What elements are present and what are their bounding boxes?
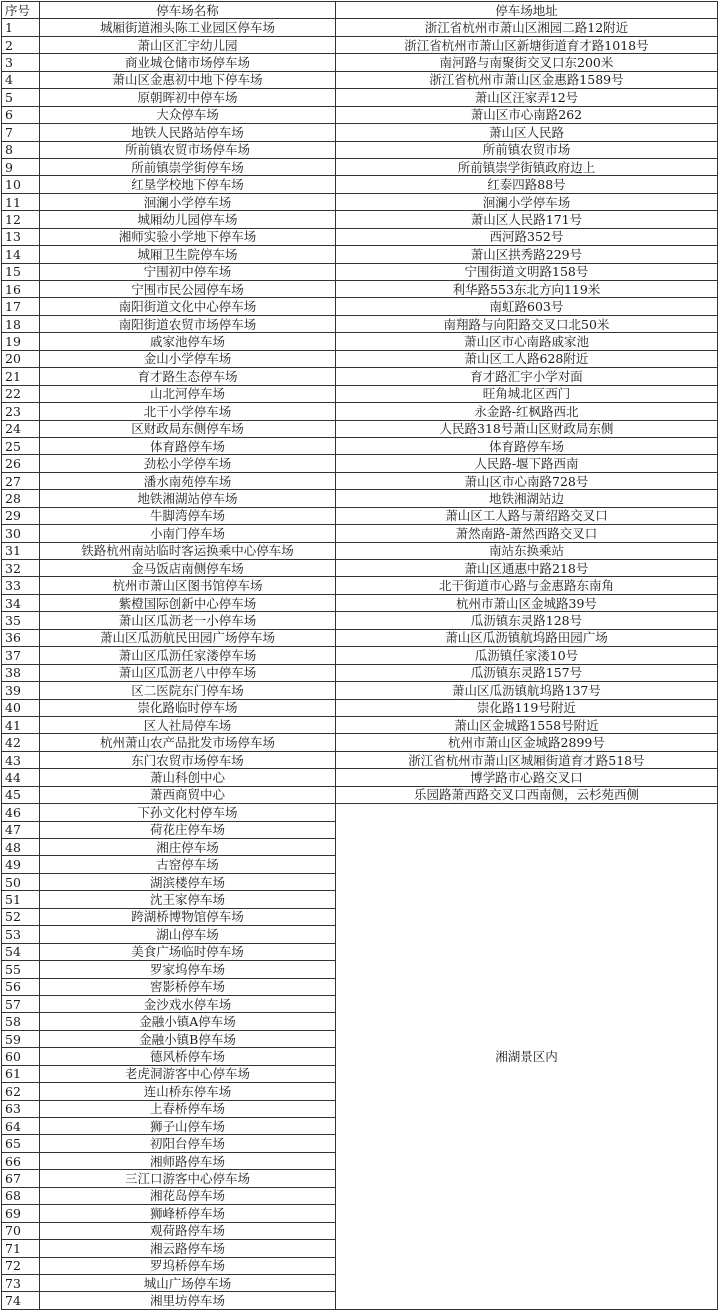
row-number: 66 <box>2 1152 40 1169</box>
parking-name: 窖影桥停车场 <box>40 978 336 995</box>
parking-name: 金山小学停车场 <box>40 350 336 367</box>
table-row <box>2 437 718 454</box>
parking-name: 湘师实验小学地下停车场 <box>40 228 336 245</box>
table-row <box>2 228 718 245</box>
row-number: 22 <box>2 385 40 402</box>
parking-name: 杭州市萧山区图书馆停车场 <box>40 577 336 594</box>
row-number: 8 <box>2 141 40 158</box>
parking-name: 宁围市民公园停车场 <box>40 281 336 298</box>
table-row <box>2 769 718 786</box>
parking-name: 罗坞桥停车场 <box>40 1257 336 1274</box>
parking-name: 城厢幼儿园停车场 <box>40 211 336 228</box>
table-row <box>2 211 718 228</box>
table-row <box>2 472 718 489</box>
table-row <box>2 664 718 681</box>
table-row <box>2 420 718 437</box>
parking-address: 博学路市心路交叉口 <box>335 769 717 786</box>
row-number: 27 <box>2 472 40 489</box>
parking-address: 萧山区拱秀路229号 <box>335 246 717 263</box>
parking-name: 金融小镇A停车场 <box>40 1013 336 1030</box>
row-number: 41 <box>2 716 40 733</box>
row-number: 55 <box>2 961 40 978</box>
parking-name: 狮峰桥停车场 <box>40 1205 336 1222</box>
parking-address: 南虹路603号 <box>335 298 717 315</box>
row-number: 48 <box>2 839 40 856</box>
row-number: 1 <box>2 19 40 36</box>
table-row <box>2 176 718 193</box>
parking-name: 育才路生态停车场 <box>40 368 336 385</box>
parking-address: 萧山区瓜沥镇航坞路田园广场 <box>335 629 717 646</box>
parking-address: 萧山区工人路与萧绍路交叉口 <box>335 507 717 524</box>
table-row <box>2 403 718 420</box>
parking-address: 瓜沥镇东灵路157号 <box>335 664 717 681</box>
row-number: 2 <box>2 36 40 53</box>
parking-name: 萧山区瓜沥任家溇停车场 <box>40 647 336 664</box>
row-number: 58 <box>2 1013 40 1030</box>
parking-name: 金融小镇B停车场 <box>40 1030 336 1047</box>
parking-address: 萧山区金城路1558号附近 <box>335 716 717 733</box>
row-number: 15 <box>2 263 40 280</box>
row-number: 39 <box>2 682 40 699</box>
parking-address: 崇化路119号附近 <box>335 699 717 716</box>
table-row <box>2 507 718 524</box>
parking-address: 人民路318号萧山区财政局东侧 <box>335 420 717 437</box>
row-number: 12 <box>2 211 40 228</box>
table-row <box>2 350 718 367</box>
parking-address: 南河路与南聚街交叉口东200米 <box>335 54 717 71</box>
parking-address: 萧山区市心南路728号 <box>335 472 717 489</box>
row-number: 54 <box>2 943 40 960</box>
row-number: 14 <box>2 246 40 263</box>
row-number: 46 <box>2 804 40 821</box>
parking-name: 三江口游客中心停车场 <box>40 1170 336 1187</box>
parking-address: 萧山区工人路628附近 <box>335 350 717 367</box>
parking-name: 城山广场停车场 <box>40 1274 336 1291</box>
parking-name: 萧西商贸中心 <box>40 786 336 803</box>
parking-address: 浙江省杭州市萧山区湘园二路12附近 <box>335 19 717 36</box>
parking-name: 金沙戏水停车场 <box>40 995 336 1012</box>
row-number: 24 <box>2 420 40 437</box>
parking-name: 德风桥停车场 <box>40 1048 336 1065</box>
row-number: 36 <box>2 629 40 646</box>
parking-name: 崇化路临时停车场 <box>40 699 336 716</box>
parking-name: 湘云路停车场 <box>40 1240 336 1257</box>
parking-name: 所前镇农贸市场停车场 <box>40 141 336 158</box>
parking-name: 区财政局东侧停车场 <box>40 420 336 437</box>
row-number: 71 <box>2 1240 40 1257</box>
parking-name: 潘水南苑停车场 <box>40 472 336 489</box>
parking-name: 城厢街道湘头陈工业园区停车场 <box>40 19 336 36</box>
parking-name: 紫橙国际创新中心停车场 <box>40 594 336 611</box>
parking-name: 城厢卫生院停车场 <box>40 246 336 263</box>
parking-name: 大众停车场 <box>40 106 336 123</box>
row-number: 65 <box>2 1135 40 1152</box>
row-number: 40 <box>2 699 40 716</box>
parking-name: 萧山区汇宇幼儿园 <box>40 36 336 53</box>
row-number: 51 <box>2 891 40 908</box>
row-number: 53 <box>2 926 40 943</box>
row-number: 64 <box>2 1118 40 1135</box>
row-number: 7 <box>2 124 40 141</box>
row-number: 11 <box>2 193 40 210</box>
table-row <box>2 594 718 611</box>
row-number: 49 <box>2 856 40 873</box>
row-number: 68 <box>2 1187 40 1204</box>
table-body <box>2 19 718 1309</box>
row-number: 59 <box>2 1030 40 1047</box>
scenic-area-address: 湘湖景区内 <box>335 804 717 1310</box>
parking-address: 瓜沥镇任家溇10号 <box>335 647 717 664</box>
table-row <box>2 751 718 768</box>
parking-name: 金马饭店南侧停车场 <box>40 560 336 577</box>
row-number: 19 <box>2 333 40 350</box>
row-number: 28 <box>2 490 40 507</box>
parking-address: 瓜沥镇东灵路128号 <box>335 612 717 629</box>
table-row <box>2 89 718 106</box>
parking-name: 戚家池停车场 <box>40 333 336 350</box>
row-number: 9 <box>2 158 40 175</box>
parking-name: 所前镇崇学街停车场 <box>40 158 336 175</box>
parking-name: 原朝晖初中停车场 <box>40 89 336 106</box>
row-number: 26 <box>2 455 40 472</box>
parking-name: 萧山科创中心 <box>40 769 336 786</box>
parking-address: 浙江省杭州市萧山区金惠路1589号 <box>335 71 717 88</box>
row-number: 32 <box>2 560 40 577</box>
parking-name: 荷花庄停车场 <box>40 821 336 838</box>
parking-address: 旺角城北区西门 <box>335 385 717 402</box>
row-number: 73 <box>2 1274 40 1291</box>
parking-address: 萧山区市心南路戚家池 <box>335 333 717 350</box>
row-number: 38 <box>2 664 40 681</box>
parking-lot-table <box>1 1 718 1310</box>
table-row <box>2 612 718 629</box>
parking-address: 南站东换乘站 <box>335 542 717 559</box>
parking-name: 老虎洞游客中心停车场 <box>40 1065 336 1082</box>
parking-name: 南阳街道农贸市场停车场 <box>40 315 336 332</box>
parking-name: 地铁湘湖站停车场 <box>40 490 336 507</box>
table-row <box>2 124 718 141</box>
header-no: 序号 <box>2 2 40 19</box>
row-number: 35 <box>2 612 40 629</box>
parking-name: 区二医院东门停车场 <box>40 682 336 699</box>
table-row <box>2 106 718 123</box>
row-number: 60 <box>2 1048 40 1065</box>
parking-address: 浙江省杭州市萧山区城厢街道育才路518号 <box>335 751 717 768</box>
parking-name: 铁路杭州南站临时客运换乘中心停车场 <box>40 542 336 559</box>
row-number: 47 <box>2 821 40 838</box>
parking-name: 古窑停车场 <box>40 856 336 873</box>
table-row <box>2 385 718 402</box>
row-number: 31 <box>2 542 40 559</box>
parking-address: 萧山区人民路 <box>335 124 717 141</box>
row-number: 25 <box>2 437 40 454</box>
row-number: 4 <box>2 71 40 88</box>
table-row <box>2 699 718 716</box>
row-number: 44 <box>2 769 40 786</box>
parking-address: 北干街道市心路与金惠路东南角 <box>335 577 717 594</box>
row-number: 16 <box>2 281 40 298</box>
parking-name: 狮子山停车场 <box>40 1118 336 1135</box>
parking-name: 小南门停车场 <box>40 525 336 542</box>
row-number: 33 <box>2 577 40 594</box>
parking-name: 上春桥停车场 <box>40 1100 336 1117</box>
row-number: 42 <box>2 734 40 751</box>
row-number: 63 <box>2 1100 40 1117</box>
header-name: 停车场名称 <box>40 2 336 19</box>
parking-address: 杭州市萧山区金城路39号 <box>335 594 717 611</box>
parking-name: 山北河停车场 <box>40 385 336 402</box>
parking-address: 浙江省杭州市萧山区新塘街道育才路1018号 <box>335 36 717 53</box>
parking-name: 杭州萧山农产品批发市场停车场 <box>40 734 336 751</box>
row-number: 18 <box>2 315 40 332</box>
row-number: 52 <box>2 908 40 925</box>
parking-name: 南阳街道文化中心停车场 <box>40 298 336 315</box>
parking-name: 区人社局停车场 <box>40 716 336 733</box>
parking-name: 牛脚湾停车场 <box>40 507 336 524</box>
parking-name: 萧山区瓜沥航民田园广场停车场 <box>40 629 336 646</box>
parking-name: 劲松小学停车场 <box>40 455 336 472</box>
parking-name: 萧山区瓜沥老八中停车场 <box>40 664 336 681</box>
row-number: 37 <box>2 647 40 664</box>
parking-address: 红泰四路88号 <box>335 176 717 193</box>
row-number: 72 <box>2 1257 40 1274</box>
table-row <box>2 281 718 298</box>
table-row <box>2 246 718 263</box>
table-row <box>2 141 718 158</box>
row-number: 34 <box>2 594 40 611</box>
parking-address: 所前镇农贸市场 <box>335 141 717 158</box>
row-number: 62 <box>2 1083 40 1100</box>
parking-address: 南翔路与向阳路交叉口北50米 <box>335 315 717 332</box>
row-number: 17 <box>2 298 40 315</box>
row-number: 43 <box>2 751 40 768</box>
table-row <box>2 455 718 472</box>
parking-name: 地铁人民路站停车场 <box>40 124 336 141</box>
row-number: 6 <box>2 106 40 123</box>
parking-address: 永金路-红枫路西北 <box>335 403 717 420</box>
table-row <box>2 525 718 542</box>
parking-address: 宁围街道文明路158号 <box>335 263 717 280</box>
parking-address: 萧山区市心南路262 <box>335 106 717 123</box>
table-row <box>2 298 718 315</box>
table-row <box>2 560 718 577</box>
table-row <box>2 786 718 803</box>
row-number: 50 <box>2 873 40 890</box>
parking-address: 萧然南路-萧然西路交叉口 <box>335 525 717 542</box>
table-row <box>2 629 718 646</box>
parking-name: 萧山区金惠初中地下停车场 <box>40 71 336 88</box>
parking-name: 罗家坞停车场 <box>40 961 336 978</box>
row-number: 21 <box>2 368 40 385</box>
parking-address: 地铁湘湖站边 <box>335 490 717 507</box>
parking-name: 萧山区瓜沥老一小停车场 <box>40 612 336 629</box>
table-row <box>2 368 718 385</box>
header-address: 停车场地址 <box>335 2 717 19</box>
row-number: 30 <box>2 525 40 542</box>
parking-name: 跨湖桥博物馆停车场 <box>40 908 336 925</box>
parking-name: 北干小学停车场 <box>40 403 336 420</box>
parking-name: 商业城仓储市场停车场 <box>40 54 336 71</box>
parking-name: 连山桥东停车场 <box>40 1083 336 1100</box>
row-number: 61 <box>2 1065 40 1082</box>
table-row <box>2 36 718 53</box>
parking-address: 萧山区通惠中路218号 <box>335 560 717 577</box>
table-row <box>2 716 718 733</box>
parking-name: 湘庄停车场 <box>40 839 336 856</box>
parking-address: 利华路553东北方向119米 <box>335 281 717 298</box>
parking-name: 观荷路停车场 <box>40 1222 336 1239</box>
parking-name: 湖山停车场 <box>40 926 336 943</box>
table-row <box>2 647 718 664</box>
table-row <box>2 734 718 751</box>
parking-name: 宁围初中停车场 <box>40 263 336 280</box>
table-row <box>2 542 718 559</box>
parking-name: 美食广场临时停车场 <box>40 943 336 960</box>
table-row <box>2 577 718 594</box>
parking-name: 洄澜小学停车场 <box>40 193 336 210</box>
row-number: 13 <box>2 228 40 245</box>
table-row <box>2 315 718 332</box>
table-row <box>2 682 718 699</box>
parking-name: 红垦学校地下停车场 <box>40 176 336 193</box>
row-number: 57 <box>2 995 40 1012</box>
parking-name: 湘花岛停车场 <box>40 1187 336 1204</box>
table-row <box>2 193 718 210</box>
parking-address: 洄澜小学停车场 <box>335 193 717 210</box>
table-row <box>2 19 718 36</box>
row-number: 69 <box>2 1205 40 1222</box>
parking-address: 萧山区人民路171号 <box>335 211 717 228</box>
parking-name: 初阳台停车场 <box>40 1135 336 1152</box>
parking-name: 下孙文化村停车场 <box>40 804 336 821</box>
parking-address: 体育路停车场 <box>335 437 717 454</box>
row-number: 20 <box>2 350 40 367</box>
parking-address: 育才路汇宇小学对面 <box>335 368 717 385</box>
table-row <box>2 490 718 507</box>
parking-address: 杭州市萧山区金城路2899号 <box>335 734 717 751</box>
header-row <box>2 2 718 19</box>
table-row <box>2 804 718 821</box>
parking-name: 湘师路停车场 <box>40 1152 336 1169</box>
parking-name: 湘里坊停车场 <box>40 1292 336 1309</box>
row-number: 74 <box>2 1292 40 1309</box>
parking-name: 体育路停车场 <box>40 437 336 454</box>
parking-address: 所前镇崇学街镇政府边上 <box>335 158 717 175</box>
parking-address: 萧山区汪家弄12号 <box>335 89 717 106</box>
row-number: 45 <box>2 786 40 803</box>
row-number: 3 <box>2 54 40 71</box>
parking-address: 萧山区瓜沥镇航坞路137号 <box>335 682 717 699</box>
parking-address: 西河路352号 <box>335 228 717 245</box>
table-row <box>2 263 718 280</box>
row-number: 70 <box>2 1222 40 1239</box>
table-row <box>2 333 718 350</box>
row-number: 67 <box>2 1170 40 1187</box>
parking-address: 人民路-堰下路西南 <box>335 455 717 472</box>
table-row <box>2 71 718 88</box>
row-number: 10 <box>2 176 40 193</box>
parking-name: 湖滨楼停车场 <box>40 873 336 890</box>
table-row <box>2 54 718 71</box>
row-number: 56 <box>2 978 40 995</box>
row-number: 23 <box>2 403 40 420</box>
parking-name: 东门农贸市场停车场 <box>40 751 336 768</box>
table-row <box>2 158 718 175</box>
row-number: 29 <box>2 507 40 524</box>
row-number: 5 <box>2 89 40 106</box>
parking-name: 沈王家停车场 <box>40 891 336 908</box>
parking-address: 乐园路萧西路交叉口西南侧，云杉苑西侧 <box>335 786 717 803</box>
